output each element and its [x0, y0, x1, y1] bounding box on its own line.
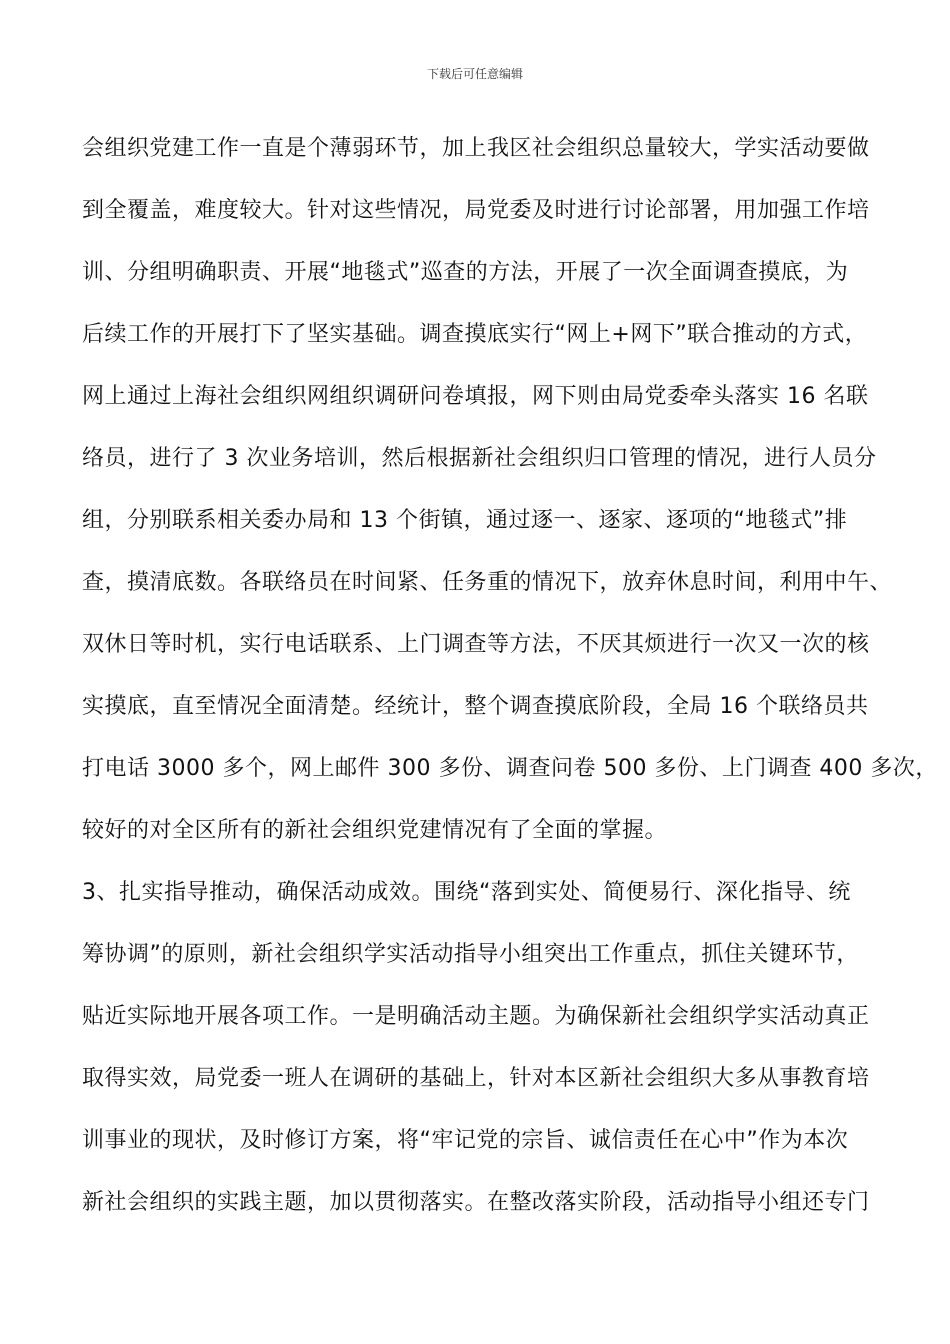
- text-line: 较好的对全区所有的新社会组织党建情况有了全面的掌握。: [82, 818, 668, 843]
- text-line: 络员，进行了 3 次业务培训，然后根据新社会组织归口管理的情况，进行人员分: [82, 446, 877, 471]
- text-line: 实摸底，直至情况全面清楚。经统计，整个调查摸底阶段，全局 16 个联络员共: [82, 694, 869, 719]
- text-line: 打电话 3000 多个，网上邮件 300 多份、调查问卷 500 多份、上门调查 400 多次，: [82, 756, 938, 781]
- text-line: 网上通过上海社会组织网组织调研问卷填报，网下则由局党委牵头落实 16 名联: [82, 384, 869, 409]
- text-line: 组，分别联系相关委办局和 13 个街镇，通过逐一、逐家、逐项的“地毯式”排: [82, 508, 848, 533]
- text-line: 训事业的现状，及时修订方案，将“牢记党的宗旨、诚信责任在心中”作为本次: [82, 1128, 849, 1153]
- text-line: 双休日等时机，实行电话联系、上门调查等方法，不厌其烦进行一次又一次的核: [82, 632, 870, 657]
- text-line: 取得实效，局党委一班人在调研的基础上，针对本区新社会组织大多从事教育培: [82, 1066, 870, 1091]
- text-line: 训、分组明确职责、开展“地毯式”巡查的方法，开展了一次全面调查摸底，为: [82, 260, 849, 285]
- text-line: 后续工作的开展打下了坚实基础。调查摸底实行“网上+网下”联合推动的方式，: [82, 322, 868, 347]
- page-header: 下载后可任意编辑: [426, 67, 523, 81]
- text-line: 查，摸清底数。各联络员在时间紧、任务重的情况下，放弃休息时间，利用中午、: [82, 570, 893, 595]
- text-line: 筹协调”的原则，新社会组织学实活动指导小组突出工作重点，抓住关键环节，: [82, 942, 859, 967]
- text-line: 3、扎实指导推动，确保活动成效。围绕“落到实处、简便易行、深化指导、统: [82, 880, 851, 905]
- text-line: 贴近实际地开展各项工作。一是明确活动主题。为确保新社会组织学实活动真正: [82, 1004, 870, 1029]
- text-line: 会组织党建工作一直是个薄弱环节，加上我区社会组织总量较大，学实活动要做: [82, 136, 870, 161]
- body-text: [82, 118, 938, 1234]
- text-line: 新社会组织的实践主题，加以贯彻落实。在整改落实阶段，活动指导小组还专门: [82, 1190, 870, 1215]
- text-line: 到全覆盖，难度较大。针对这些情况，局党委及时进行讨论部署，用加强工作培: [82, 198, 870, 223]
